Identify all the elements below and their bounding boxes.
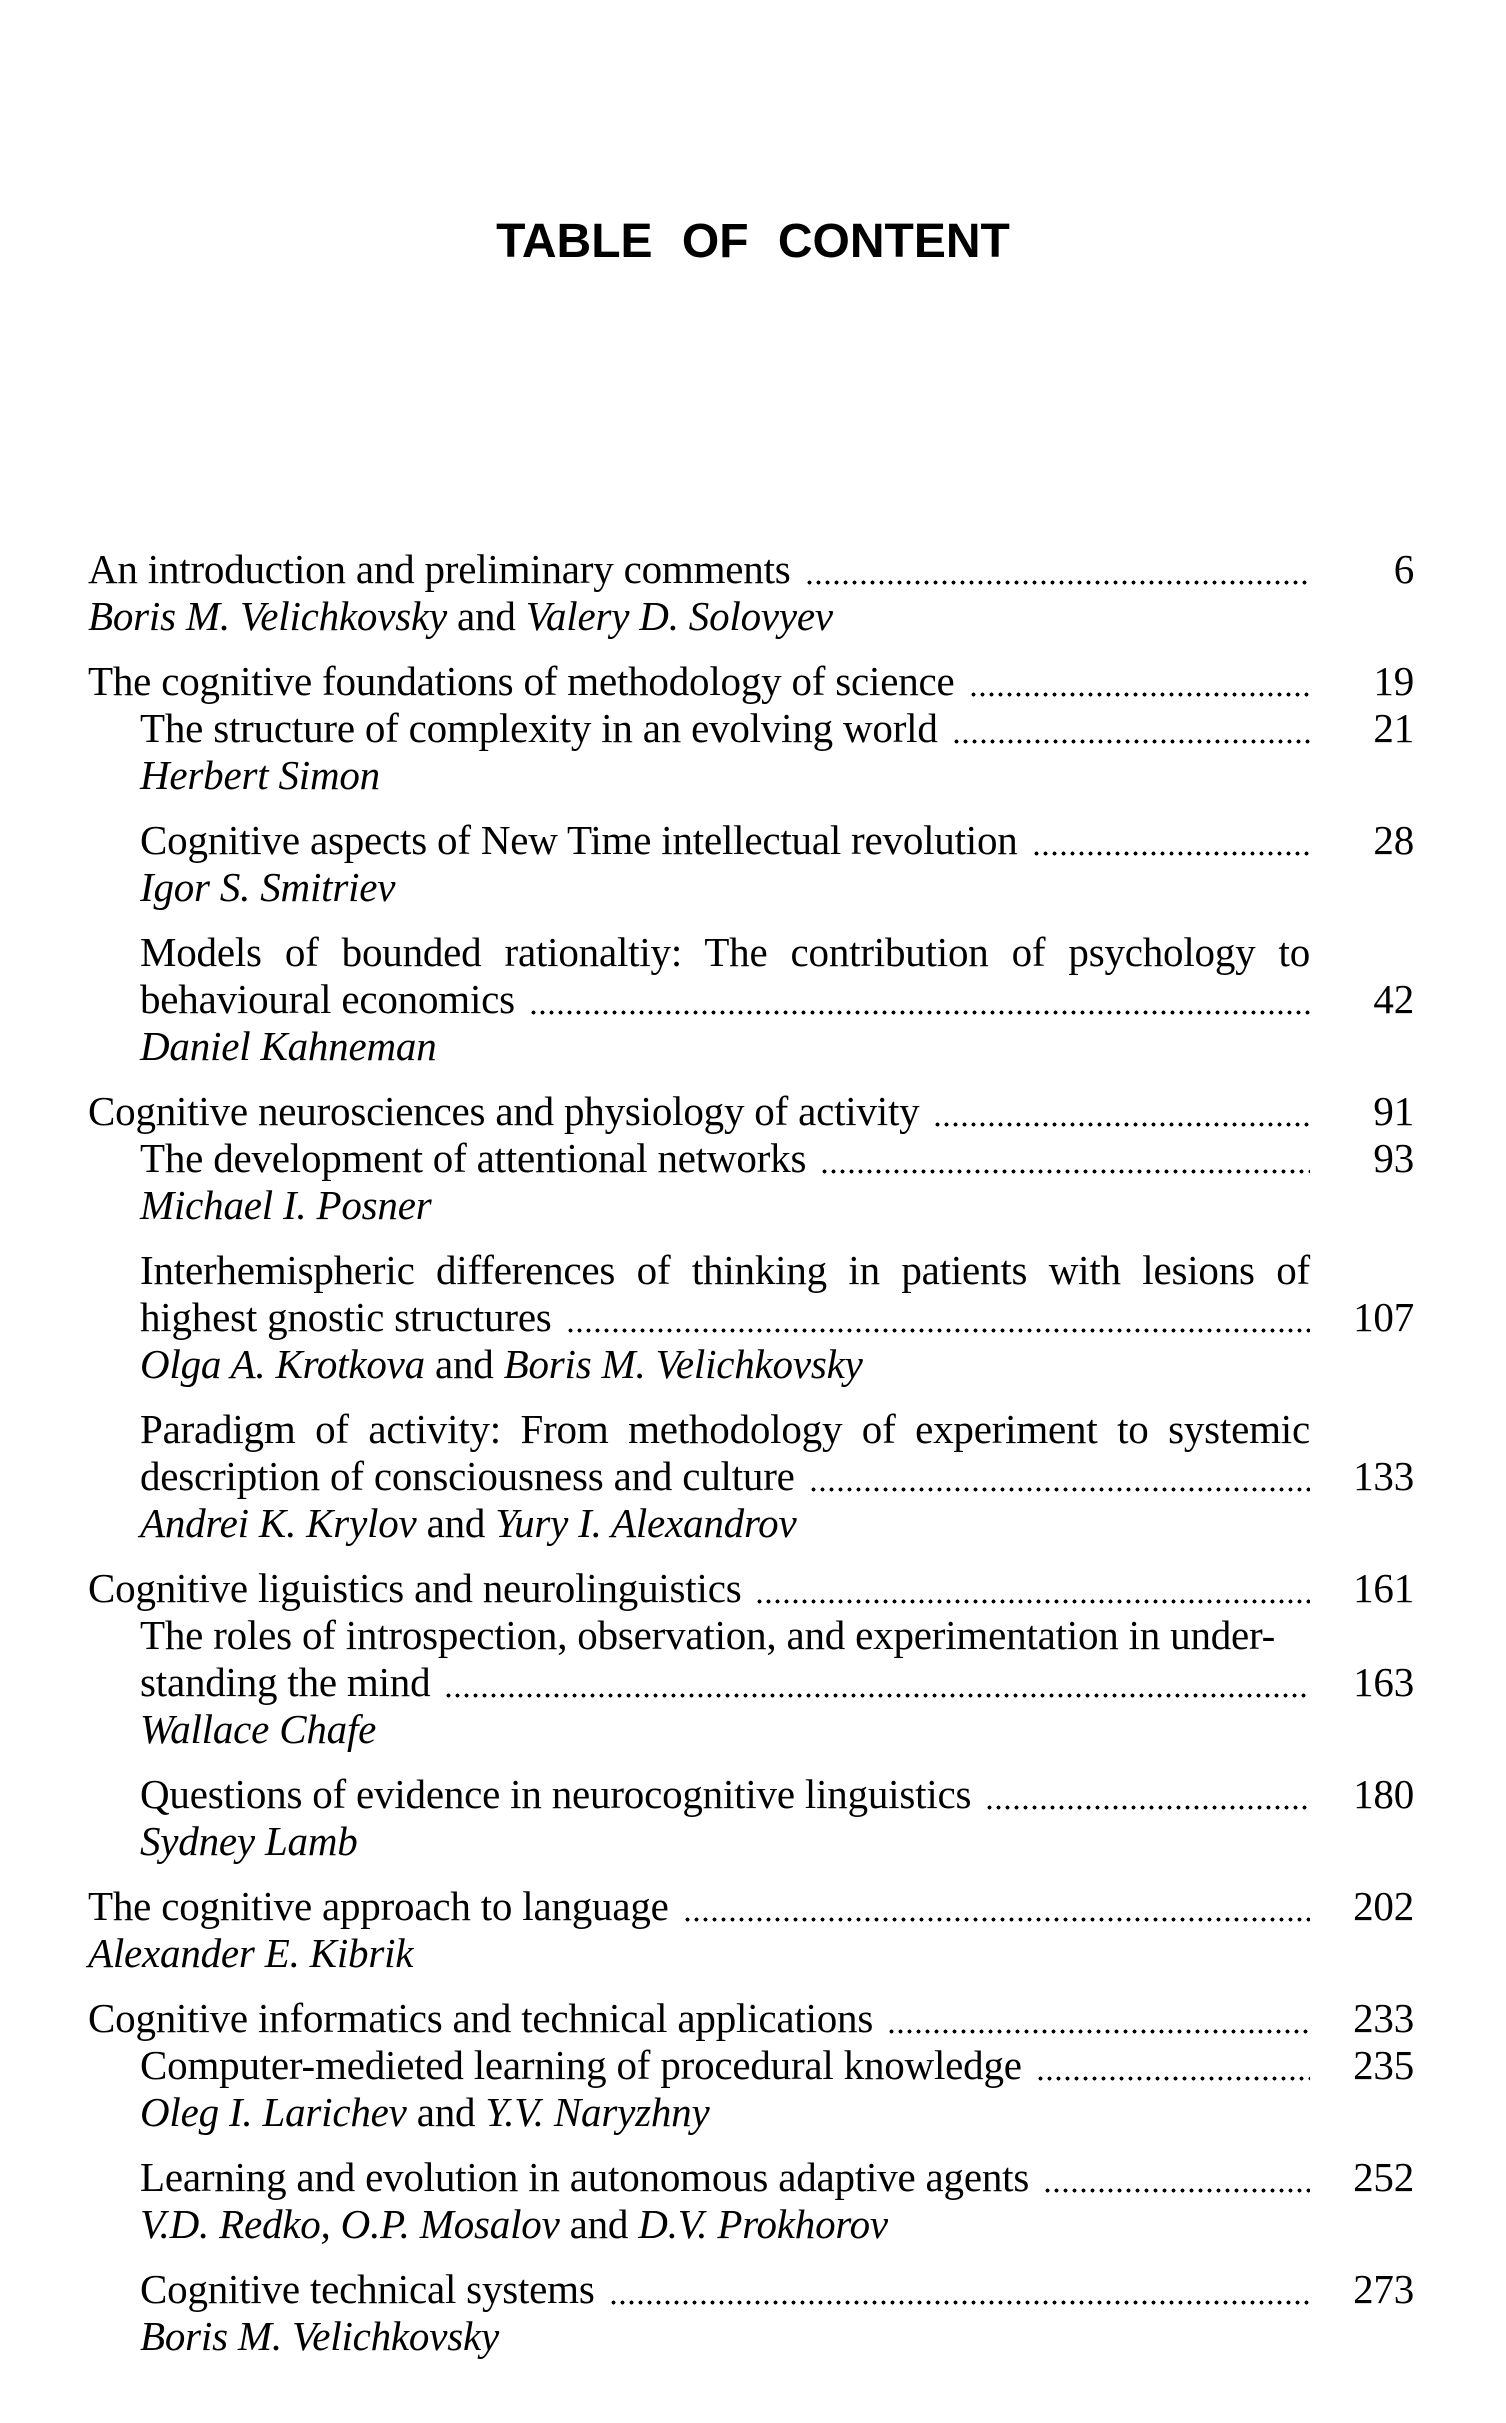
toc-entry [88, 817, 1414, 911]
toc-entry-title: The cognitive foundations of methodology of science [88, 658, 955, 704]
dot-leader [969, 692, 1310, 697]
toc-entry-page: 107 [1353, 1294, 1414, 1340]
toc-entry-title: highest gnostic structures [140, 1294, 552, 1340]
toc-entry-page: 161 [1353, 1565, 1414, 1611]
toc-entry-row [140, 1135, 1414, 1182]
toc-entry-authors: V.D. Redko, O.P. Mosalov and D.V. Prokhorov [140, 2201, 888, 2247]
toc-entry-row [140, 1294, 1414, 1341]
toc-entry-page: 42 [1373, 976, 1414, 1022]
toc-entry-page: 252 [1353, 2154, 1414, 2200]
toc-entry [88, 546, 1414, 640]
toc-entry [88, 1995, 1414, 2042]
dot-leader [952, 739, 1310, 744]
toc-entry-title: Cognitive liguistics and neurolinguistics [88, 1565, 742, 1611]
toc-entry-authors: Michael I. Posner [140, 1182, 432, 1228]
dot-leader [933, 1122, 1310, 1127]
toc-entry-row [88, 1565, 1414, 1612]
toc-entry-authors: Daniel Kahneman [140, 1023, 437, 1069]
toc-entry-row [140, 1659, 1414, 1706]
toc-entry [88, 658, 1414, 705]
toc-entry-title: The development of attentional networks [140, 1135, 807, 1181]
toc-entry-page: 28 [1373, 817, 1414, 863]
toc-entry-title: Learning and evolution in autonomous adaptive agents [140, 2154, 1030, 2200]
toc-entry-row [140, 705, 1414, 752]
toc-entry-authors: Igor S. Smitriev [140, 864, 396, 910]
toc-entry-page: 91 [1373, 1088, 1414, 1134]
page-title: TABLE OF CONTENT [496, 215, 1010, 268]
toc-entry-page: 235 [1353, 2042, 1414, 2088]
toc-entry-page: 19 [1373, 658, 1414, 704]
toc-entry-row [88, 1995, 1414, 2042]
toc-entry-page: 163 [1353, 1659, 1414, 1705]
toc-entry-authors: Boris M. Velichkovsky [140, 2313, 499, 2359]
toc-entry-row [88, 658, 1414, 705]
toc-entry-title: standing the mind [140, 1659, 431, 1705]
toc-entry-title: Cognitive aspects of New Time intellectual revolution [140, 817, 1018, 863]
toc-entry-title: The structure of complexity in an evolving world [140, 705, 938, 751]
toc-entry [88, 929, 1414, 1070]
dot-leader [887, 2029, 1310, 2034]
toc-entry-title: An introduction and preliminary comments [88, 546, 791, 592]
toc-entry-authors: Olga A. Krotkova and Boris M. Velichkovsky [140, 1341, 863, 1387]
toc-entry [88, 1406, 1414, 1547]
dot-leader [566, 1328, 1310, 1333]
toc-entry [88, 1612, 1414, 1753]
dot-leader [444, 1693, 1310, 1698]
toc-entry-page: 93 [1373, 1135, 1414, 1181]
toc-entry-authors: Wallace Chafe [140, 1706, 377, 1752]
dot-leader [1043, 2188, 1310, 2193]
toc-entry-row [140, 2154, 1414, 2201]
dot-leader [1036, 2076, 1310, 2081]
toc-entry-authors: Sydney Lamb [140, 1818, 358, 1864]
toc-entry-title: Cognitive neurosciences and physiology of activity [88, 1088, 920, 1134]
dot-leader [529, 1010, 1310, 1015]
toc-entry-title: Computer-medieted learning of procedural knowledge [140, 2042, 1022, 2088]
toc-entry-page: 180 [1353, 1771, 1414, 1817]
toc-entry-title-line: Interhemispheric differences of thinking in patients with lesions of [140, 1247, 1310, 1293]
toc-entry-row [140, 2266, 1414, 2313]
toc-entry [88, 1088, 1414, 1135]
toc-entry-row [140, 1771, 1414, 1818]
dot-leader [805, 580, 1310, 585]
toc-entry-row [88, 1883, 1414, 1930]
toc-entry-page: 21 [1373, 705, 1414, 751]
toc-entry-title: Cognitive informatics and technical applications [88, 1995, 874, 2041]
toc-entry [88, 1135, 1414, 1229]
toc-entry [88, 1565, 1414, 1612]
toc-entry-title: behavioural economics [140, 976, 515, 1022]
dot-leader [1032, 851, 1310, 856]
toc-entry [88, 1771, 1414, 1865]
dot-leader [683, 1917, 1310, 1922]
dot-leader [809, 1487, 1310, 1492]
dot-leader [755, 1599, 1310, 1604]
toc-entry-row [140, 976, 1414, 1023]
toc-entry-authors: Andrei K. Krylov and Yury I. Alexandrov [140, 1500, 797, 1546]
toc-entry-authors: Herbert Simon [140, 752, 380, 798]
toc-entry-page: 6 [1393, 546, 1414, 592]
toc-list [88, 546, 1414, 2360]
toc-entry-authors: Alexander E. Kibrik [88, 1930, 414, 1976]
toc-entry [88, 2042, 1414, 2136]
toc-entry-page: 273 [1353, 2266, 1414, 2312]
toc-entry-authors: Boris M. Velichkovsky and Valery D. Solovyev [88, 593, 833, 639]
toc-entry [88, 1883, 1414, 1977]
toc-entry [88, 705, 1414, 799]
toc-entry-title: description of consciousness and culture [140, 1453, 795, 1499]
toc-entry [88, 1247, 1414, 1388]
toc-entry-row [140, 2042, 1414, 2089]
toc-entry-title: The cognitive approach to language [88, 1883, 669, 1929]
toc-entry [88, 2266, 1414, 2360]
toc-entry-title-line: Models of bounded rationaltiy: The contribution of psychology to [140, 929, 1310, 975]
toc-entry [88, 2154, 1414, 2248]
dot-leader [609, 2300, 1310, 2305]
toc-entry-page: 202 [1353, 1883, 1414, 1929]
toc-entry-row [140, 1453, 1414, 1500]
toc-entry-authors: Oleg I. Larichev and Y.V. Naryzhny [140, 2089, 710, 2135]
toc-entry-row [88, 1088, 1414, 1135]
toc-entry-row [88, 546, 1414, 593]
dot-leader [985, 1805, 1310, 1810]
dot-leader [820, 1169, 1310, 1174]
toc-entry-title: Cognitive technical systems [140, 2266, 595, 2312]
toc-entry-page: 233 [1353, 1995, 1414, 2041]
toc-entry-title-line: The roles of introspection, observation, and experimentation in under- [140, 1612, 1276, 1658]
toc-entry-title-line: Paradigm of activity: From methodology of experiment to systemic [140, 1406, 1310, 1452]
toc-entry-page: 133 [1353, 1453, 1414, 1499]
toc-entry-title: Questions of evidence in neurocognitive linguistics [140, 1771, 972, 1817]
toc-entry-row [140, 817, 1414, 864]
